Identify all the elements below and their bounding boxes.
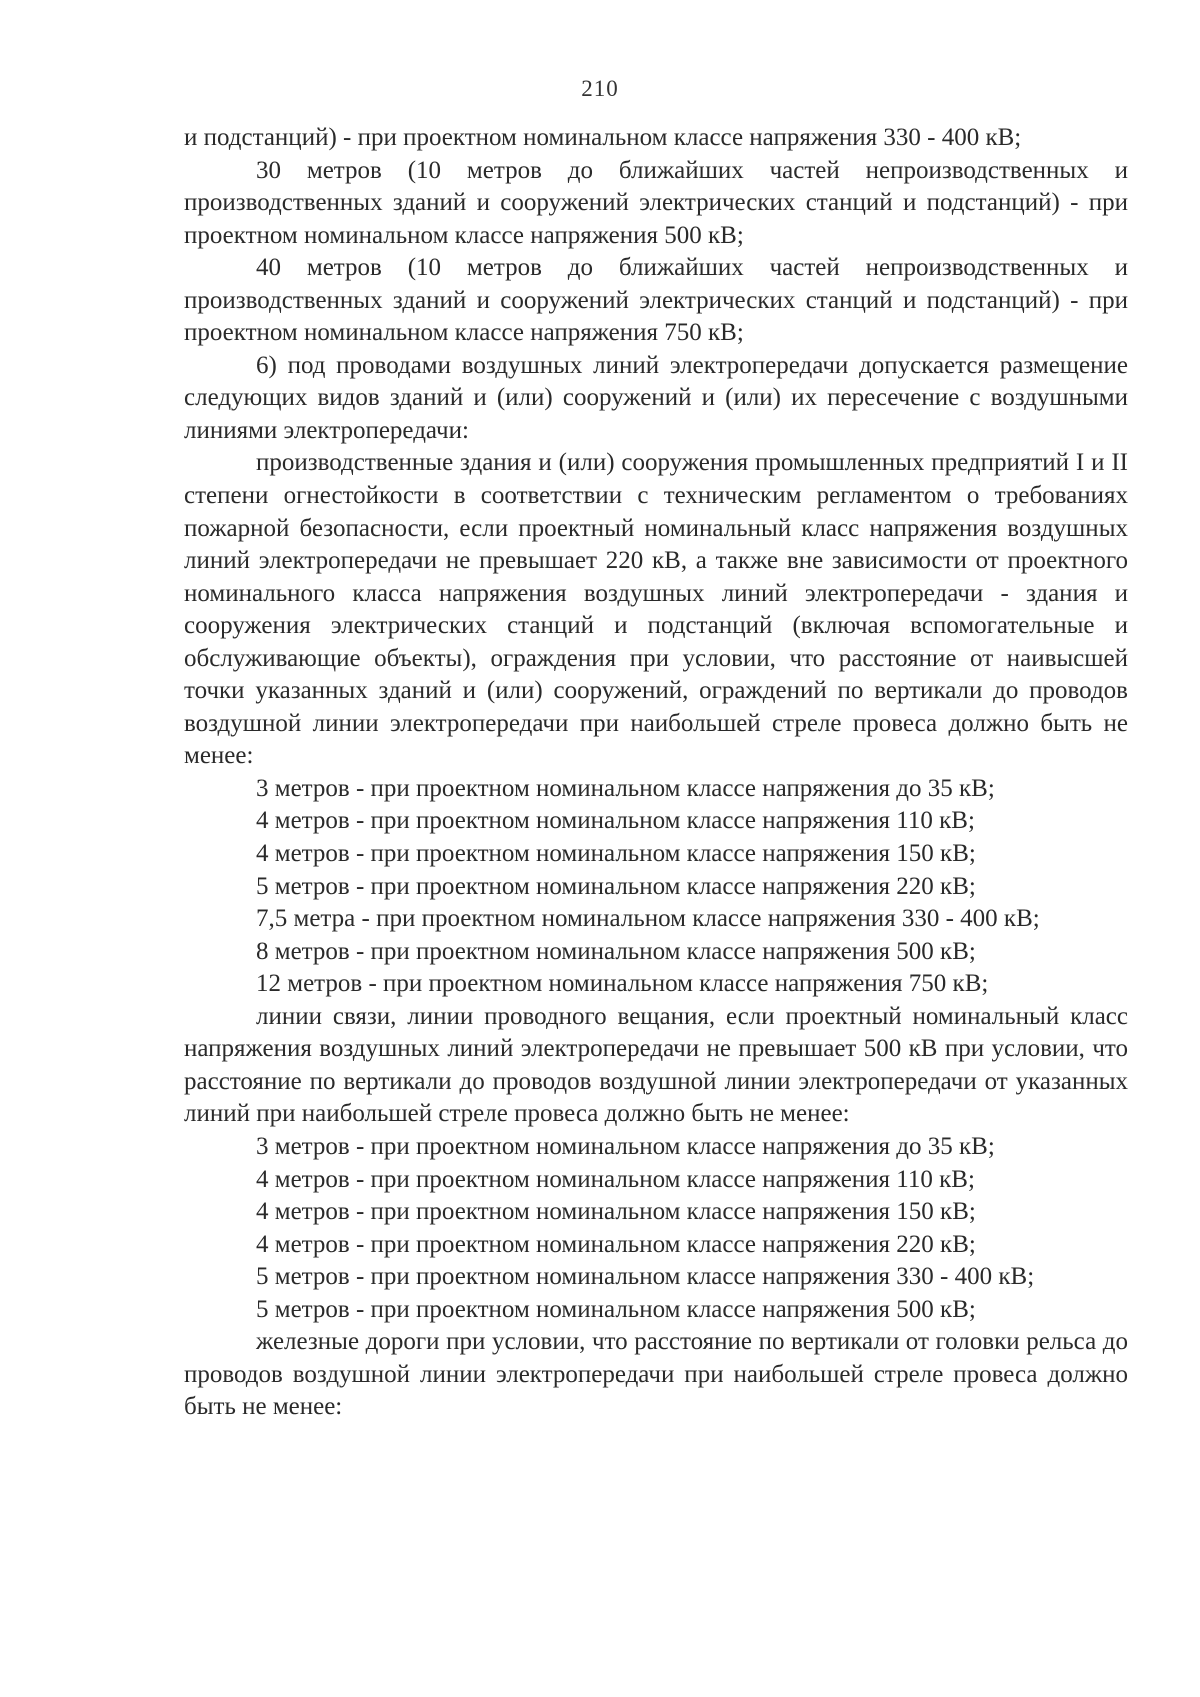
list-item: 5 метров - при проектном номинальном классе напряжения 330 - 400 кВ; [256,1263,1035,1291]
list-item: 3 метров - при проектном номинальном классе напряжения до 35 кВ; [256,1132,995,1160]
paragraph-continuation: и подстанций) - при проектном номинальном классе напряжения 330 - 400 кВ; [184,124,1022,151]
list-item: 4 метров - при проектном номинальном классе напряжения 220 кВ; [256,1230,976,1258]
body-text [184,122,1128,1424]
paragraph-item-6: 6) под проводами воздушных линий электропередачи допускается размещение следующих видов зданий и (или) сооружений и (или) их пересечение с воздушными линиями электропередачи: [184,351,1128,444]
list-item: 4 метров - при проектном номинальном классе напряжения 150 кВ; [256,840,976,868]
list-item: 5 метров - при проектном номинальном классе напряжения 220 кВ; [256,872,976,900]
list-item: 4 метров - при проектном номинальном классе напряжения 110 кВ; [256,1165,975,1193]
paragraph-communication-lines: линии связи, линии проводного вещания, если проектный номинальный класс напряжения воздушных линий электропередачи не превышает 500 кВ при условии, что расстояние по вертикали до проводов воздушной линии электропередачи от указанных линий при наибольшей стреле провеса должно быть не менее: [184,1002,1128,1128]
list-item: 4 метров - при проектном номинальном классе напряжения 110 кВ; [256,807,975,835]
paragraph-industrial-buildings: производственные здания и (или) сооружения промышленных предприятий I и II степени огнестойкости в соответствии с техническим регламентом о требованиях пожарной безопасности, если проектный номинальный класс напряжения воздушных линий электропередачи не превышает 220 кВ, а также вне зависимости от проектного номинального класса напряжения воздушных линий электропередачи - здания и сооружения электрических станций и подстанций (включая вспомогательные и обслуживающие объекты), ограждения при условии, что расстояние от наивысшей точки указанных зданий и (или) сооружений, ограждений по вертикали до проводов воздушной линии электропередачи при наибольшей стреле провеса должно быть не менее: [184,449,1128,770]
list-item: 5 метров - при проектном номинальном классе напряжения 500 кВ; [256,1295,976,1323]
paragraph-railways: железные дороги при условии, что расстояние по вертикали от головки рельса до проводов воздушной линии электропередачи при наибольшей стреле провеса должно быть не менее: [184,1328,1128,1421]
list-item: 8 метров - при проектном номинальном классе напряжения 500 кВ; [256,937,976,965]
list-item: 7,5 метра - при проектном номинальном классе напряжения 330 - 400 кВ; [256,905,1040,933]
list-item: 4 метров - при проектном номинальном классе напряжения 150 кВ; [256,1198,976,1226]
list-item: 12 метров - при проектном номинальном классе напряжения 750 кВ; [256,970,989,998]
page-number: 210 [581,76,619,101]
paragraph-750kv-distance: 40 метров (10 метров до ближайших частей непроизводственных и производственных зданий и сооружений электрических станций и подстанций) - при проектном номинальном классе напряжения 750 кВ; [184,254,1128,347]
list-item: 3 метров - при проектном номинальном классе напряжения до 35 кВ; [256,774,995,802]
paragraph-500kv-distance: 30 метров (10 метров до ближайших частей непроизводственных и производственных зданий и сооружений электрических станций и подстанций) - при проектном номинальном классе напряжения 500 кВ; [184,156,1128,249]
